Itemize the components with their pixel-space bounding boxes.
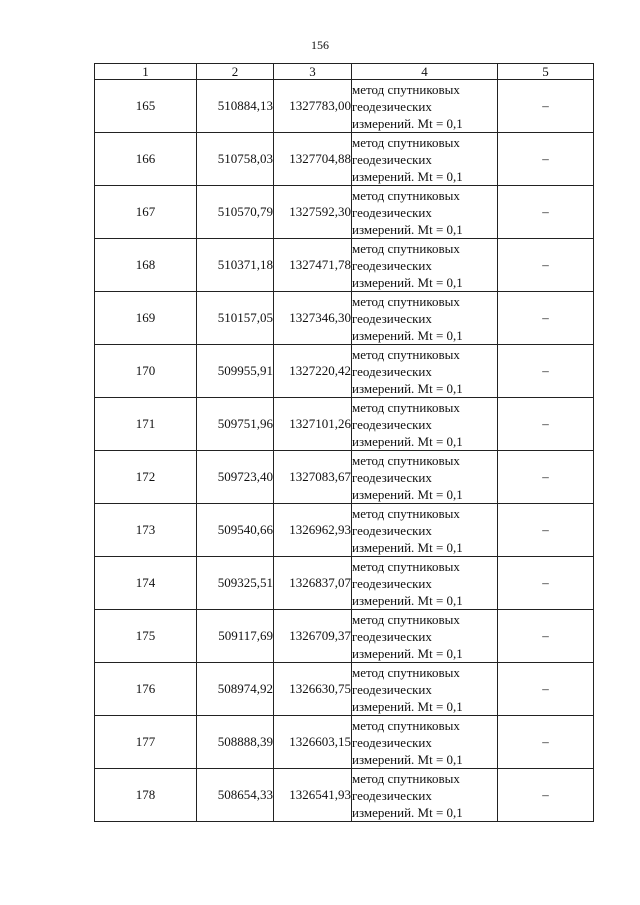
method-line: измерений. Mt = 0,1 (352, 327, 463, 343)
method-line: геодезических (352, 310, 432, 326)
method-line: геодезических (352, 681, 432, 697)
method-line: измерений. Mt = 0,1 (352, 539, 463, 555)
method-line: метод спутниковых (352, 399, 460, 415)
point-number-cell: 176 (95, 663, 197, 716)
method-line: метод спутниковых (352, 452, 460, 468)
method-line: измерений. Mt = 0,1 (352, 645, 463, 661)
method-cell (352, 557, 498, 610)
x-coordinate-cell: 508654,33 (197, 769, 274, 822)
method-line: измерений. Mt = 0,1 (352, 168, 463, 184)
method-line: геодезических (352, 257, 432, 273)
y-coordinate-cell: 1326603,15 (274, 716, 352, 769)
x-coordinate-cell: 509117,69 (197, 610, 274, 663)
method-line: метод спутниковых (352, 664, 460, 680)
method-line: измерений. Mt = 0,1 (352, 486, 463, 502)
table-row (95, 186, 594, 239)
y-coordinate-cell: 1327346,30 (274, 292, 352, 345)
table-row (95, 769, 594, 822)
column-header-3: 3 (274, 64, 352, 80)
note-cell: – (498, 610, 594, 663)
point-number-cell: 171 (95, 398, 197, 451)
method-line: геодезических (352, 469, 432, 485)
note-cell: – (498, 133, 594, 186)
method-line: метод спутниковых (352, 187, 460, 203)
x-coordinate-cell: 510570,79 (197, 186, 274, 239)
method-line: метод спутниковых (352, 293, 460, 309)
point-number-cell: 168 (95, 239, 197, 292)
method-line: метод спутниковых (352, 717, 460, 733)
method-line: метод спутниковых (352, 505, 460, 521)
x-coordinate-cell: 510758,03 (197, 133, 274, 186)
table-row (95, 557, 594, 610)
method-line: измерений. Mt = 0,1 (352, 433, 463, 449)
point-number-cell: 177 (95, 716, 197, 769)
method-line: метод спутниковых (352, 611, 460, 627)
point-number-cell: 178 (95, 769, 197, 822)
note-cell: – (498, 186, 594, 239)
method-line: метод спутниковых (352, 134, 460, 150)
point-number-cell: 170 (95, 345, 197, 398)
method-line: метод спутниковых (352, 346, 460, 362)
method-line: измерений. Mt = 0,1 (352, 698, 463, 714)
column-header-5: 5 (498, 64, 594, 80)
method-cell (352, 451, 498, 504)
column-header-4: 4 (352, 64, 498, 80)
point-number-cell: 173 (95, 504, 197, 557)
note-cell: – (498, 292, 594, 345)
note-cell: – (498, 398, 594, 451)
x-coordinate-cell: 509540,66 (197, 504, 274, 557)
x-coordinate-cell: 509325,51 (197, 557, 274, 610)
method-line: метод спутниковых (352, 770, 460, 786)
table-row (95, 345, 594, 398)
method-cell (352, 239, 498, 292)
y-coordinate-cell: 1326541,93 (274, 769, 352, 822)
method-cell (352, 504, 498, 557)
method-line: измерений. Mt = 0,1 (352, 380, 463, 396)
note-cell: – (498, 80, 594, 133)
table-row (95, 239, 594, 292)
x-coordinate-cell: 509955,91 (197, 345, 274, 398)
table-row (95, 398, 594, 451)
method-line: измерений. Mt = 0,1 (352, 592, 463, 608)
x-coordinate-cell: 509723,40 (197, 451, 274, 504)
y-coordinate-cell: 1327220,42 (274, 345, 352, 398)
method-line: геодезических (352, 151, 432, 167)
method-line: измерений. Mt = 0,1 (352, 221, 463, 237)
method-line: измерений. Mt = 0,1 (352, 115, 463, 131)
method-cell (352, 80, 498, 133)
method-cell (352, 398, 498, 451)
table-row (95, 610, 594, 663)
x-coordinate-cell: 508888,39 (197, 716, 274, 769)
column-header-1: 1 (95, 64, 197, 80)
note-cell: – (498, 716, 594, 769)
y-coordinate-cell: 1326962,93 (274, 504, 352, 557)
method-line: геодезических (352, 98, 432, 114)
x-coordinate-cell: 510157,05 (197, 292, 274, 345)
method-line: измерений. Mt = 0,1 (352, 804, 463, 820)
method-cell (352, 186, 498, 239)
method-cell (352, 716, 498, 769)
note-cell: – (498, 345, 594, 398)
method-line: геодезических (352, 204, 432, 220)
point-number-cell: 167 (95, 186, 197, 239)
y-coordinate-cell: 1327783,00 (274, 80, 352, 133)
y-coordinate-cell: 1327592,30 (274, 186, 352, 239)
method-cell (352, 292, 498, 345)
method-cell (352, 610, 498, 663)
note-cell: – (498, 769, 594, 822)
method-line: измерений. Mt = 0,1 (352, 274, 463, 290)
method-line: геодезических (352, 363, 432, 379)
point-number-cell: 174 (95, 557, 197, 610)
table-row (95, 80, 594, 133)
method-cell (352, 663, 498, 716)
note-cell: – (498, 239, 594, 292)
point-number-cell: 166 (95, 133, 197, 186)
method-line: геодезических (352, 416, 432, 432)
table-row (95, 716, 594, 769)
method-line: геодезических (352, 628, 432, 644)
y-coordinate-cell: 1327471,78 (274, 239, 352, 292)
method-line: геодезических (352, 734, 432, 750)
y-coordinate-cell: 1326837,07 (274, 557, 352, 610)
method-line: геодезических (352, 787, 432, 803)
point-number-cell: 172 (95, 451, 197, 504)
y-coordinate-cell: 1326630,75 (274, 663, 352, 716)
method-line: метод спутниковых (352, 558, 460, 574)
method-cell (352, 769, 498, 822)
point-number-cell: 169 (95, 292, 197, 345)
method-cell (352, 133, 498, 186)
method-line: метод спутниковых (352, 240, 460, 256)
table-row (95, 133, 594, 186)
method-cell (352, 345, 498, 398)
y-coordinate-cell: 1326709,37 (274, 610, 352, 663)
method-line: измерений. Mt = 0,1 (352, 751, 463, 767)
table-row (95, 663, 594, 716)
method-line: геодезических (352, 522, 432, 538)
x-coordinate-cell: 510371,18 (197, 239, 274, 292)
table-row (95, 451, 594, 504)
method-line: геодезических (352, 575, 432, 591)
column-header-2: 2 (197, 64, 274, 80)
x-coordinate-cell: 509751,96 (197, 398, 274, 451)
x-coordinate-cell: 510884,13 (197, 80, 274, 133)
x-coordinate-cell: 508974,92 (197, 663, 274, 716)
note-cell: – (498, 663, 594, 716)
point-number-cell: 175 (95, 610, 197, 663)
header-row (95, 64, 594, 80)
table-row (95, 292, 594, 345)
table-row (95, 504, 594, 557)
page-number: 156 (311, 38, 329, 52)
y-coordinate-cell: 1327704,88 (274, 133, 352, 186)
method-line: метод спутниковых (352, 81, 460, 97)
y-coordinate-cell: 1327101,26 (274, 398, 352, 451)
coordinates-table (94, 63, 594, 822)
y-coordinate-cell: 1327083,67 (274, 451, 352, 504)
note-cell: – (498, 451, 594, 504)
table-body (95, 80, 594, 822)
note-cell: – (498, 557, 594, 610)
point-number-cell: 165 (95, 80, 197, 133)
note-cell: – (498, 504, 594, 557)
